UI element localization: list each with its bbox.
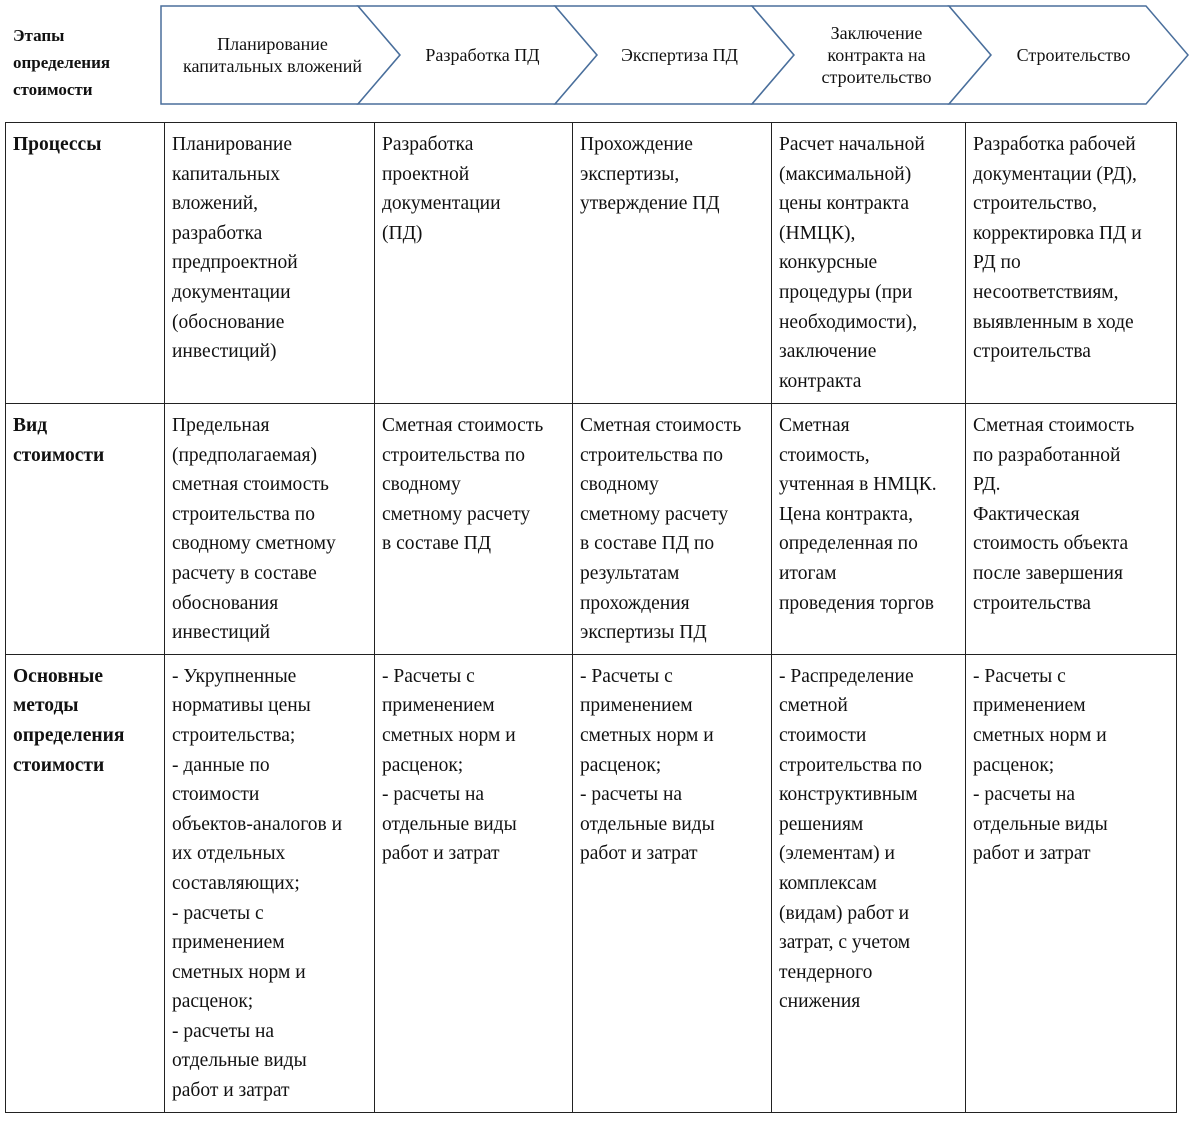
- table-cell: [375, 404, 573, 655]
- cell-line: комплексам: [779, 872, 877, 894]
- cell-line: учтенная в НМЦК.: [779, 474, 937, 496]
- cell-line: строительство,: [973, 193, 1098, 215]
- cell-line: отдельные виды: [580, 813, 715, 835]
- cell-line: Разработка рабочей: [973, 134, 1136, 155]
- table-cell: [165, 404, 375, 655]
- cell-line: составляющих;: [172, 872, 300, 894]
- cell-line: сводному: [580, 474, 659, 496]
- row-header-line: определения: [13, 724, 125, 746]
- stage-label-line: Планирование: [217, 34, 328, 54]
- cell-line: утверждение ПД: [580, 193, 720, 215]
- cell-line: затрат, с учетом: [779, 932, 911, 954]
- cell-line: Цена контракта,: [779, 503, 914, 525]
- stage-label-line: Строительство: [1016, 45, 1131, 65]
- row-header: [6, 404, 165, 655]
- cell-line: снижения: [779, 991, 861, 1013]
- cell-line: работ и затрат: [973, 843, 1091, 865]
- cell-line: - Расчеты с: [580, 665, 673, 687]
- cell-line: Разработка: [382, 134, 474, 155]
- row-header: [6, 654, 165, 1112]
- cell-line: сводному сметному: [172, 533, 336, 555]
- table-cell: [772, 123, 966, 404]
- table-cell: [573, 404, 772, 655]
- stage-label-planning: [165, 6, 380, 104]
- stages-label-line: стоимости: [13, 80, 93, 99]
- cell-line: отдельные виды: [973, 813, 1108, 835]
- cell-line: определенная по: [779, 533, 918, 555]
- cell-line: расценок;: [172, 991, 254, 1013]
- cell-line: применением: [973, 695, 1086, 717]
- cell-line: - расчеты на: [580, 784, 683, 806]
- cell-line: работ и затрат: [580, 843, 698, 865]
- cell-line: проектной: [382, 163, 470, 185]
- cell-line: - Расчеты с: [973, 665, 1066, 687]
- cell-line: предпроектной: [172, 252, 298, 274]
- cell-line: объектов-аналогов и: [172, 813, 343, 835]
- cell-line: Сметная стоимость: [973, 415, 1135, 436]
- cell-line: отдельные виды: [172, 1050, 307, 1072]
- row-header-line: стоимости: [13, 754, 105, 776]
- row-header-line: Основные: [13, 665, 103, 687]
- cell-line: расценок;: [382, 754, 464, 776]
- stage-label-line: строительство: [821, 67, 932, 87]
- cell-line: капитальных: [172, 163, 280, 185]
- cell-line: стоимость,: [779, 444, 870, 466]
- cell-line: стоимости: [779, 724, 867, 746]
- cell-line: экспертизы ПД: [580, 622, 707, 644]
- cell-line: сметная стоимость: [172, 474, 329, 496]
- cell-line: корректировка ПД и: [973, 222, 1142, 244]
- cell-line: контракта: [779, 370, 862, 392]
- table-row-processes: [6, 123, 1177, 404]
- cell-line: - расчеты на: [382, 784, 485, 806]
- cell-line: сметных норм и: [382, 724, 516, 746]
- cell-line: Планирование: [172, 134, 292, 155]
- cell-line: применением: [172, 932, 285, 954]
- cell-line: стоимости: [172, 784, 260, 806]
- cell-line: сводному: [382, 474, 461, 496]
- cell-line: сметных норм и: [580, 724, 714, 746]
- cell-line: процедуры (при: [779, 281, 913, 303]
- cell-line: цены контракта: [779, 193, 909, 215]
- row-header-line: стоимости: [13, 444, 105, 466]
- cell-line: необходимости),: [779, 311, 918, 333]
- cell-line: Прохождение: [580, 134, 693, 155]
- table-cell: [772, 654, 966, 1112]
- cell-line: (видам) работ и: [779, 902, 910, 924]
- table-cell: [966, 404, 1177, 655]
- cell-line: расценок;: [580, 754, 662, 776]
- cell-line: конструктивным: [779, 784, 918, 806]
- cell-line: - расчеты на: [973, 784, 1076, 806]
- cell-line: инвестиций: [172, 622, 271, 644]
- cell-line: выявленным в ходе: [973, 311, 1134, 333]
- cell-line: документации: [172, 281, 291, 303]
- cell-line: - данные по: [172, 754, 270, 776]
- cell-line: отдельные виды: [382, 813, 517, 835]
- cell-line: строительства по: [779, 754, 922, 776]
- cell-line: работ и затрат: [382, 843, 500, 865]
- cell-line: - расчеты с: [172, 902, 264, 924]
- cell-line: РД.: [973, 474, 1001, 496]
- cell-line: проведения торгов: [779, 592, 934, 614]
- stage-label-design: [395, 6, 570, 104]
- cell-line: после завершения: [973, 562, 1123, 584]
- cell-line: заключение: [779, 341, 877, 363]
- cell-line: применением: [382, 695, 495, 717]
- cell-line: вложений,: [172, 193, 258, 215]
- cell-line: строительства по: [580, 444, 723, 466]
- stage-label-construction: [986, 6, 1161, 104]
- cell-line: разработка: [172, 222, 263, 244]
- cell-line: Сметная: [779, 415, 850, 436]
- cell-line: решениям: [779, 813, 864, 835]
- stage-label-line: Разработка ПД: [425, 45, 540, 65]
- cell-line: (максимальной): [779, 163, 912, 185]
- cell-line: прохождения: [580, 592, 690, 614]
- table-cell: [375, 123, 573, 404]
- cell-line: расценок;: [973, 754, 1055, 776]
- cell-line: обоснования: [172, 592, 279, 614]
- cell-line: их отдельных: [172, 843, 286, 865]
- row-header-line: Вид: [13, 415, 48, 436]
- cell-line: стоимость объекта: [973, 533, 1129, 555]
- cell-line: документации: [382, 193, 501, 215]
- table-row-methods: [6, 654, 1177, 1112]
- cell-line: (обоснование: [172, 311, 285, 333]
- stages-label-line: определения: [13, 53, 111, 72]
- cell-line: инвестиций): [172, 341, 277, 363]
- cell-line: строительства по: [172, 503, 315, 525]
- cell-line: экспертизы,: [580, 163, 680, 185]
- cell-line: в составе ПД: [382, 533, 492, 555]
- cell-line: (предполагаемая): [172, 444, 317, 466]
- cell-line: сметных норм и: [172, 961, 306, 983]
- cell-line: сметных норм и: [973, 724, 1107, 746]
- cell-line: сметному расчету: [580, 503, 729, 525]
- cell-line: - расчеты на: [172, 1020, 275, 1042]
- cell-line: несоответствиям,: [973, 281, 1119, 303]
- table-cell: [573, 123, 772, 404]
- table-cell: [375, 654, 573, 1112]
- cell-line: Расчет начальной: [779, 134, 925, 155]
- row-header-line: Процессы: [13, 134, 102, 155]
- table-cell: [165, 654, 375, 1112]
- table-cell: [772, 404, 966, 655]
- cell-line: нормативы цены: [172, 695, 311, 717]
- cell-line: Фактическая: [973, 503, 1080, 525]
- cell-line: сметной: [779, 695, 848, 717]
- row-header-line: методы: [13, 695, 79, 717]
- row-header: [6, 123, 165, 404]
- cell-line: Сметная стоимость: [382, 415, 544, 436]
- cell-line: тендерного: [779, 961, 873, 983]
- cell-line: итогам: [779, 562, 837, 584]
- stage-label-expertise: [592, 6, 767, 104]
- cell-line: расчету в составе: [172, 562, 317, 584]
- stage-label-contract: [789, 6, 964, 104]
- cell-line: (НМЦК),: [779, 222, 856, 244]
- cell-line: по разработанной: [973, 444, 1121, 466]
- stage-label-line: контракта на: [827, 45, 926, 65]
- cell-line: РД по: [973, 252, 1021, 274]
- stage-label-line: капитальных вложений: [182, 56, 363, 76]
- cell-line: Предельная: [172, 415, 270, 436]
- cell-line: применением: [580, 695, 693, 717]
- table-cell: [165, 123, 375, 404]
- cell-line: конкурсные: [779, 252, 878, 274]
- table-cell: [573, 654, 772, 1112]
- cell-line: (элементам) и: [779, 843, 895, 865]
- cell-line: строительства: [973, 341, 1091, 363]
- stages-label-line: Этапы: [13, 26, 65, 45]
- cell-line: результатам: [580, 562, 680, 584]
- cell-line: Сметная стоимость: [580, 415, 742, 436]
- cell-line: - Распределение: [779, 665, 914, 687]
- table-cell: [966, 123, 1177, 404]
- cell-line: строительства: [973, 592, 1091, 614]
- cell-line: документации (РД),: [973, 163, 1137, 185]
- table-cell: [966, 654, 1177, 1112]
- table-row-cost-type: [6, 404, 1177, 655]
- cell-line: строительства;: [172, 724, 296, 746]
- cell-line: - Укрупненные: [172, 665, 297, 687]
- cost-stages-table: [5, 122, 1177, 1113]
- cell-line: строительства по: [382, 444, 525, 466]
- cell-line: в составе ПД по: [580, 533, 715, 555]
- stage-label-line: Экспертиза ПД: [621, 45, 738, 65]
- cell-line: - Расчеты с: [382, 665, 475, 687]
- cell-line: (ПД): [382, 222, 423, 244]
- stage-label-line: Заключение: [830, 23, 923, 43]
- cell-line: сметному расчету: [382, 503, 531, 525]
- cell-line: работ и затрат: [172, 1080, 290, 1102]
